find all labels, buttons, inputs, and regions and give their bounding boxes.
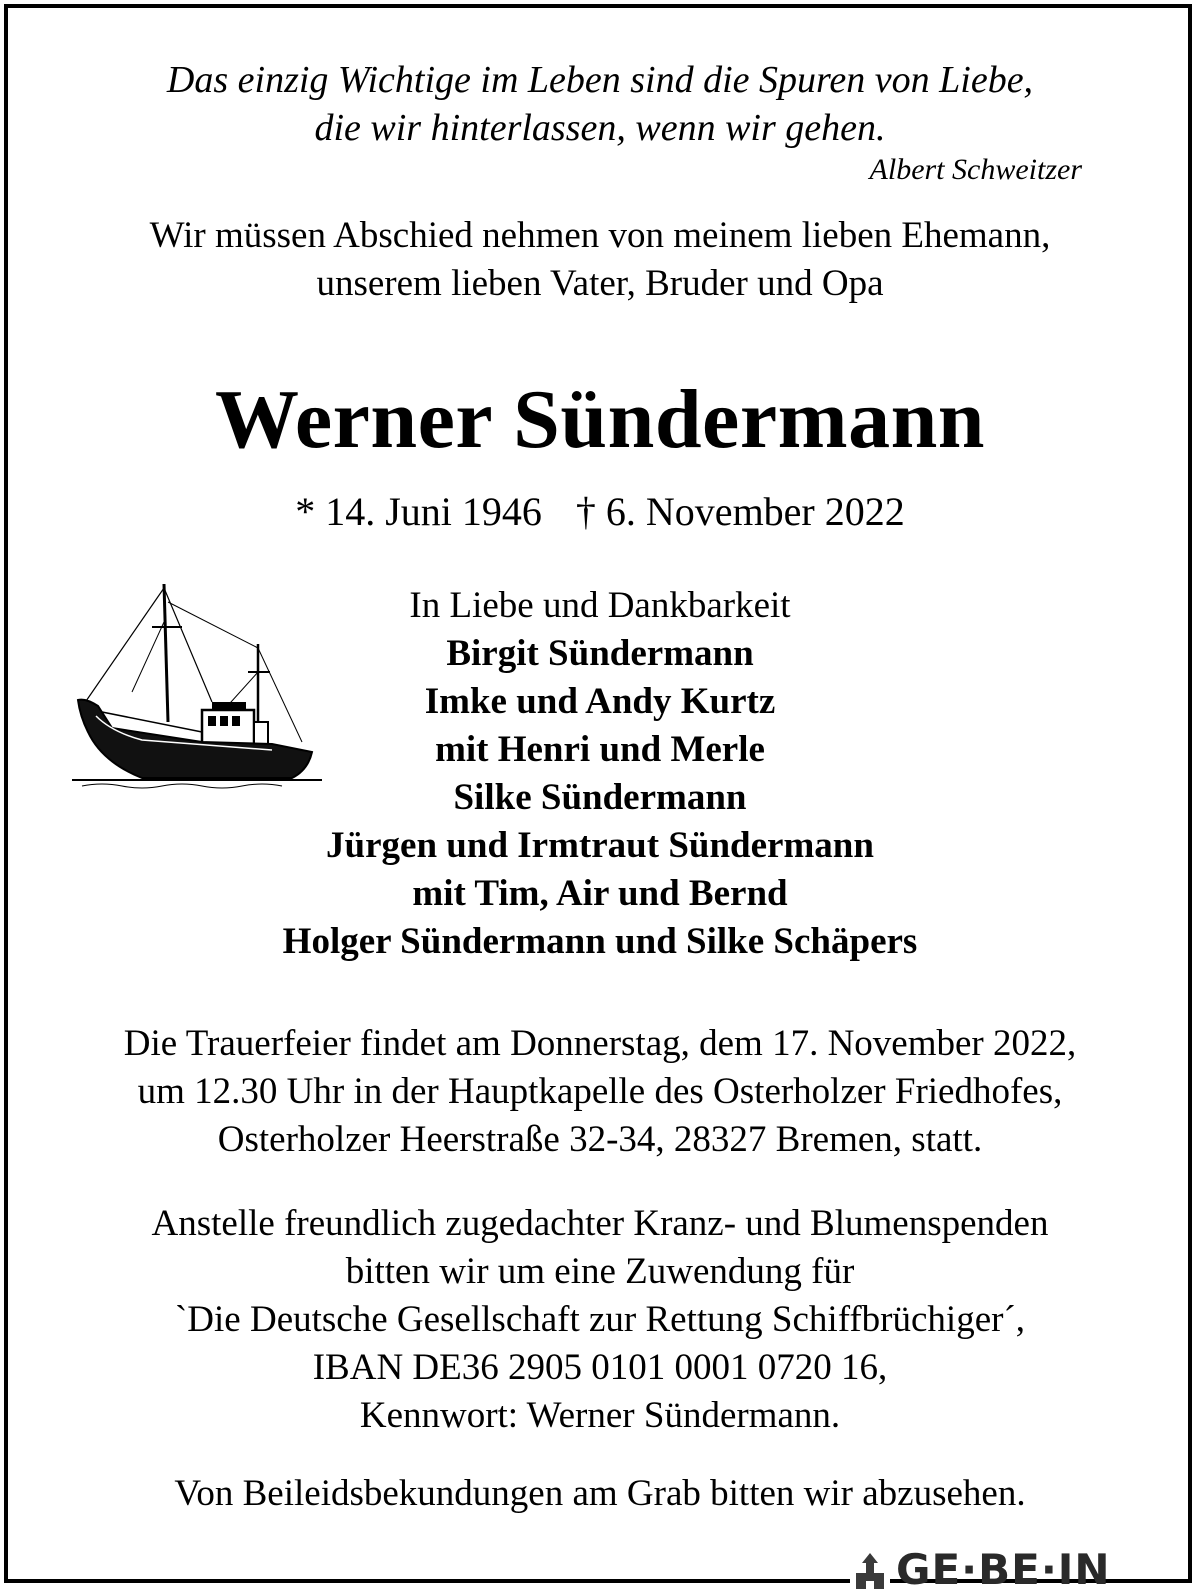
quote-line-2: die wir hinterlassen, wenn wir gehen. [314, 107, 886, 149]
donation-line-1: Anstelle freundlich zugedachter Kranz- und Blumenspenden [151, 1203, 1049, 1244]
quote-author: Albert Schweitzer [869, 153, 1082, 186]
mourners-heading: In Liebe und Dankbarkeit [409, 585, 791, 626]
mourner-name: Imke und Andy Kurtz [424, 681, 776, 722]
keyword-line: Kennwort: Werner Sündermann. [359, 1395, 841, 1436]
service-line-3: Osterholzer Heerstraße 32-34, 28327 Bremen, statt. [217, 1119, 983, 1160]
service-line-1: Die Trauerfeier findet am Donnerstag, dem 17. November 2022, [123, 1023, 1077, 1064]
mourner-name: Birgit Sündermann [446, 633, 754, 674]
intro-line-1: Wir müssen Abschied nehmen von meinem lieben Ehemann, [149, 215, 1051, 256]
mourner-name: mit Tim, Air und Bernd [412, 873, 788, 914]
deceased-name: Werner Sündermann [214, 373, 986, 466]
mourner-name: mit Henri und Merle [435, 729, 765, 770]
birth-date: * 14. Juni 1946 [295, 489, 542, 534]
gebein-logo-text: GE·BE·IN [896, 1547, 1111, 1591]
iban-line: IBAN DE36 2905 0101 0001 0720 16, [312, 1347, 888, 1388]
donation-line-2: bitten wir um eine Zuwendung für [345, 1251, 855, 1292]
death-date: † 6. November 2022 [575, 489, 905, 534]
life-dates [0, 487, 1200, 537]
gebein-logo [850, 1547, 1150, 1591]
gebein-logo-icon [850, 1551, 890, 1591]
intro-line-2: unserem lieben Vater, Bruder und Opa [316, 263, 884, 304]
quote-line-1: Das einzig Wichtige im Leben sind die Spuren von Liebe, [166, 59, 1034, 101]
service-line-2: um 12.30 Uhr in der Hauptkapelle des Osterholzer Friedhofes, [137, 1071, 1063, 1112]
mourner-name: Jürgen und Irmtraut Sündermann [326, 825, 874, 866]
mourner-name: Silke Sündermann [453, 777, 747, 818]
mourner-name: Holger Sündermann und Silke Schäpers [282, 921, 918, 962]
closing-note: Von Beileidsbekundungen am Grab bitten wir abzusehen. [174, 1473, 1026, 1514]
donation-line-3: `Die Deutsche Gesellschaft zur Rettung Schiffbrüchiger´, [174, 1299, 1026, 1340]
